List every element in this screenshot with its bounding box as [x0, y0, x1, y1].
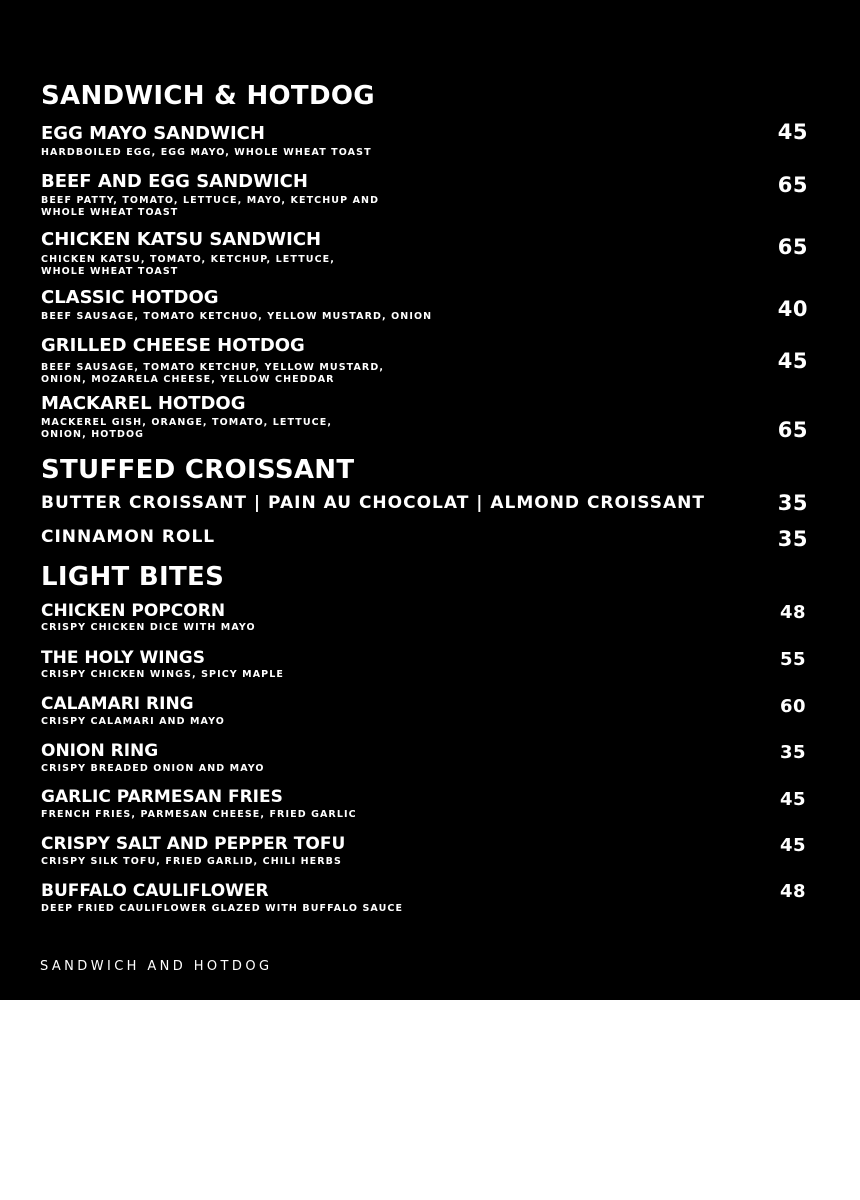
section-title-light-bites: LIGHT BITES [41, 562, 225, 592]
item-desc-chicken-katsu-sandwich-2: WHOLE WHEAT TOAST [41, 266, 179, 277]
item-price-the-holy-wings: 55 [779, 649, 806, 670]
section-title-sandwich-hotdog: SANDWICH & HOTDOG [41, 81, 375, 111]
item-name-egg-mayo-sandwich: EGG MAYO SANDWICH [41, 123, 265, 144]
item-desc-mackarel-hotdog-2: ONION, HOTDOG [41, 429, 145, 440]
item-price-beef-and-egg-sandwich: 65 [777, 173, 808, 197]
item-price-garlic-parmesan-fries: 45 [779, 789, 806, 810]
item-name-chicken-popcorn: CHICKEN POPCORN [41, 601, 226, 621]
item-desc-onion-ring: CRISPY BREADED ONION AND MAYO [41, 763, 265, 774]
item-name-the-holy-wings: THE HOLY WINGS [41, 648, 205, 668]
item-name-calamari-ring: CALAMARI RING [41, 694, 194, 714]
page-footer: SANDWICH AND HOTDOG [40, 959, 273, 974]
item-price-egg-mayo-sandwich: 45 [777, 120, 808, 144]
item-price-calamari-ring: 60 [779, 696, 806, 717]
item-name-mackarel-hotdog: MACKAREL HOTDOG [41, 393, 246, 414]
item-desc-egg-mayo-sandwich: HARDBOILED EGG, EGG MAYO, WHOLE WHEAT TOAST [41, 147, 372, 158]
item-name-crispy-salt-and-pepper-tofu: CRISPY SALT AND PEPPER TOFU [41, 834, 346, 854]
item-price-buffalo-cauliflower: 48 [779, 881, 806, 902]
item-desc-grilled-cheese-hotdog-1: BEEF SAUSAGE, TOMATO KETCHUP, YELLOW MUSTARD, [41, 362, 385, 373]
item-price-chicken-katsu-sandwich: 65 [777, 235, 808, 259]
item-desc-beef-and-egg-sandwich-2: WHOLE WHEAT TOAST [41, 207, 179, 218]
item-name-croissants: BUTTER CROISSANT | PAIN AU CHOCOLAT | ALMOND CROISSANT [41, 493, 705, 513]
item-name-garlic-parmesan-fries: GARLIC PARMESAN FRIES [41, 787, 283, 807]
item-name-cinnamon-roll: CINNAMON ROLL [41, 527, 216, 547]
item-price-grilled-cheese-hotdog: 45 [777, 349, 808, 373]
item-name-onion-ring: ONION RING [41, 741, 159, 761]
item-price-croissants: 35 [777, 491, 808, 515]
item-name-grilled-cheese-hotdog: GRILLED CHEESE HOTDOG [41, 335, 305, 356]
item-price-onion-ring: 35 [779, 742, 806, 763]
item-desc-chicken-popcorn: CRISPY CHICKEN DICE WITH MAYO [41, 622, 256, 633]
item-price-chicken-popcorn: 48 [779, 602, 806, 623]
item-price-mackarel-hotdog: 65 [777, 418, 808, 442]
section-title-stuffed-croissant: STUFFED CROISSANT [41, 455, 355, 485]
item-price-crispy-salt-and-pepper-tofu: 45 [779, 835, 806, 856]
item-desc-classic-hotdog: BEEF SAUSAGE, TOMATO KETCHUO, YELLOW MUSTARD, ONION [41, 311, 433, 322]
item-desc-garlic-parmesan-fries: FRENCH FRIES, PARMESAN CHEESE, FRIED GARLIC [41, 809, 357, 820]
item-name-classic-hotdog: CLASSIC HOTDOG [41, 287, 219, 308]
item-name-chicken-katsu-sandwich: CHICKEN KATSU SANDWICH [41, 229, 322, 250]
item-name-buffalo-cauliflower: BUFFALO CAULIFLOWER [41, 881, 269, 901]
item-desc-grilled-cheese-hotdog-2: ONION, MOZARELA CHEESE, YELLOW CHEDDAR [41, 374, 335, 385]
item-desc-the-holy-wings: CRISPY CHICKEN WINGS, SPICY MAPLE [41, 669, 284, 680]
item-desc-mackarel-hotdog-1: MACKEREL GISH, ORANGE, TOMATO, LETTUCE, [41, 417, 333, 428]
item-price-cinnamon-roll: 35 [777, 527, 808, 551]
item-desc-calamari-ring: CRISPY CALAMARI AND MAYO [41, 716, 225, 727]
item-name-beef-and-egg-sandwich: BEEF AND EGG SANDWICH [41, 171, 308, 192]
item-desc-chicken-katsu-sandwich-1: CHICKEN KATSU, TOMATO, KETCHUP, LETTUCE, [41, 254, 335, 265]
item-desc-buffalo-cauliflower: DEEP FRIED CAULIFLOWER GLAZED WITH BUFFALO SAUCE [41, 903, 404, 914]
item-price-classic-hotdog: 40 [777, 297, 808, 321]
item-desc-beef-and-egg-sandwich-1: BEEF PATTY, TOMATO, LETTUCE, MAYO, KETCHUP AND [41, 195, 380, 206]
item-desc-crispy-salt-and-pepper-tofu: CRISPY SILK TOFU, FRIED GARLID, CHILI HERBS [41, 856, 342, 867]
